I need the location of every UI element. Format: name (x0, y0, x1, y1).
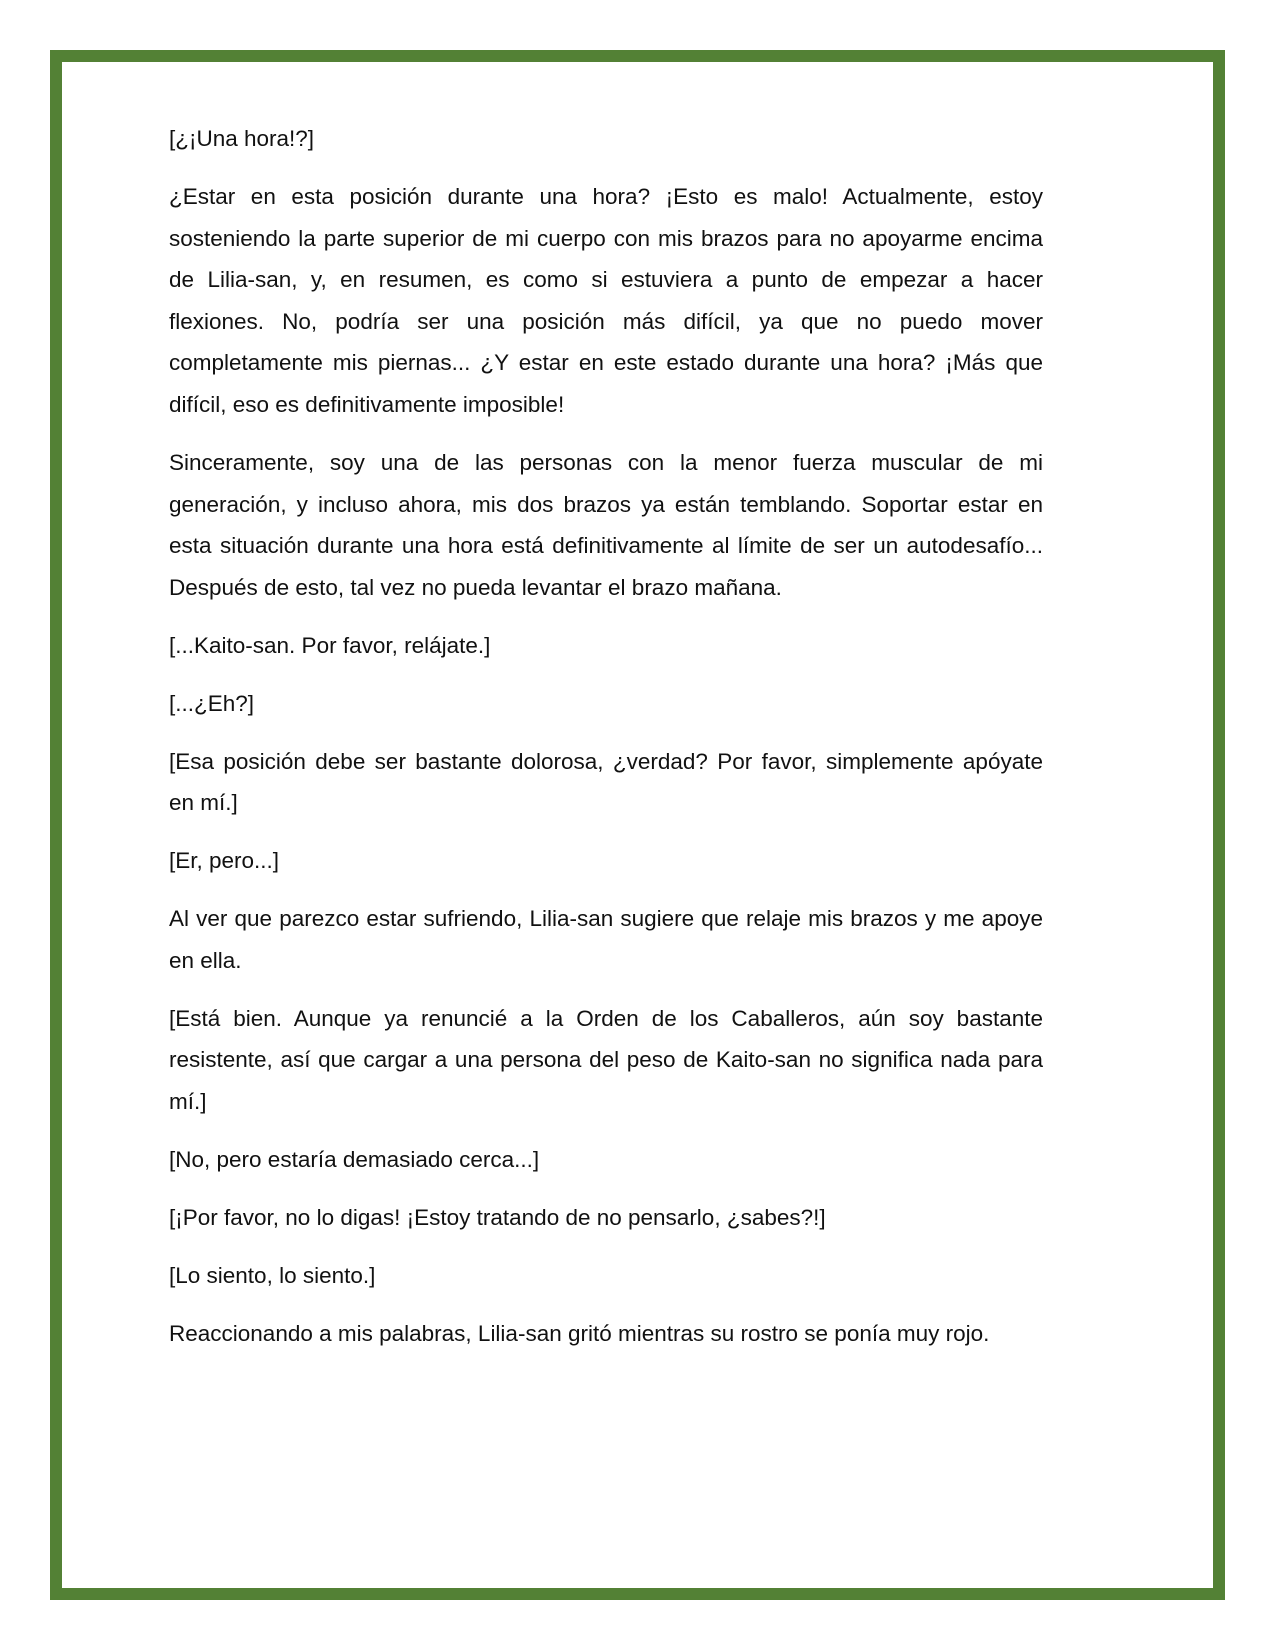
dialogue-paragraph: [¿¡Una hora!?] (169, 126, 315, 151)
dialogue-paragraph: [No, pero estaría demasiado cerca...] (169, 1146, 540, 1172)
dialogue-paragraph: [...Kaito-san. Por favor, relájate.] (169, 632, 491, 658)
narration-paragraph: Al ver que parezco estar sufriendo, Lilia-san sugiere que relaje mis brazos y me apoye en ella. (169, 906, 1043, 973)
dialogue-paragraph: [Está bien. Aunque ya renuncié a la Orden de los Caballeros, aún soy bastante resistente, así que cargar a una persona del peso de Kaito-san no significa nada para mí.] (169, 1005, 1043, 1114)
document-body (169, 118, 1043, 1371)
dialogue-paragraph: [¡Por favor, no lo digas! ¡Estoy tratando de no pensarlo, ¿sabes?!] (169, 1204, 826, 1230)
dialogue-paragraph: [Lo siento, lo siento.] (169, 1262, 376, 1288)
dialogue-paragraph: [...¿Eh?] (169, 690, 255, 716)
dialogue-paragraph: [Er, pero...] (169, 848, 280, 874)
narration-paragraph: Reaccionando a mis palabras, Lilia-san gritó mientras su rostro se ponía muy rojo. (169, 1320, 990, 1346)
dialogue-paragraph: [Esa posición debe ser bastante dolorosa, ¿verdad? Por favor, simplemente apóyate en mí.] (169, 748, 1043, 816)
narration-paragraph: ¿Estar en esta posición durante una hora? ¡Esto es malo! Actualmente, estoy sosteniendo la parte superior de mi cuerpo con mis brazos para no apoyarme encima de Lilia-san, y, en resumen, es como si estuviera a punto de empezar a hacer flexiones. No, podría ser una posición más difícil, ya que no puedo mover completamente mis piernas... ¿Y estar en este estado durante una hora? ¡Más que difícil, eso es definitivamente imposible! (169, 183, 1043, 417)
narration-paragraph: Sinceramente, soy una de las personas con la menor fuerza muscular de mi generación, y incluso ahora, mis dos brazos ya están temblando. Soportar estar en esta situación durante una hora está definitivamente al límite de ser un autodesafío... Después de esto, tal vez no pueda levantar el brazo mañana. (169, 449, 1043, 600)
